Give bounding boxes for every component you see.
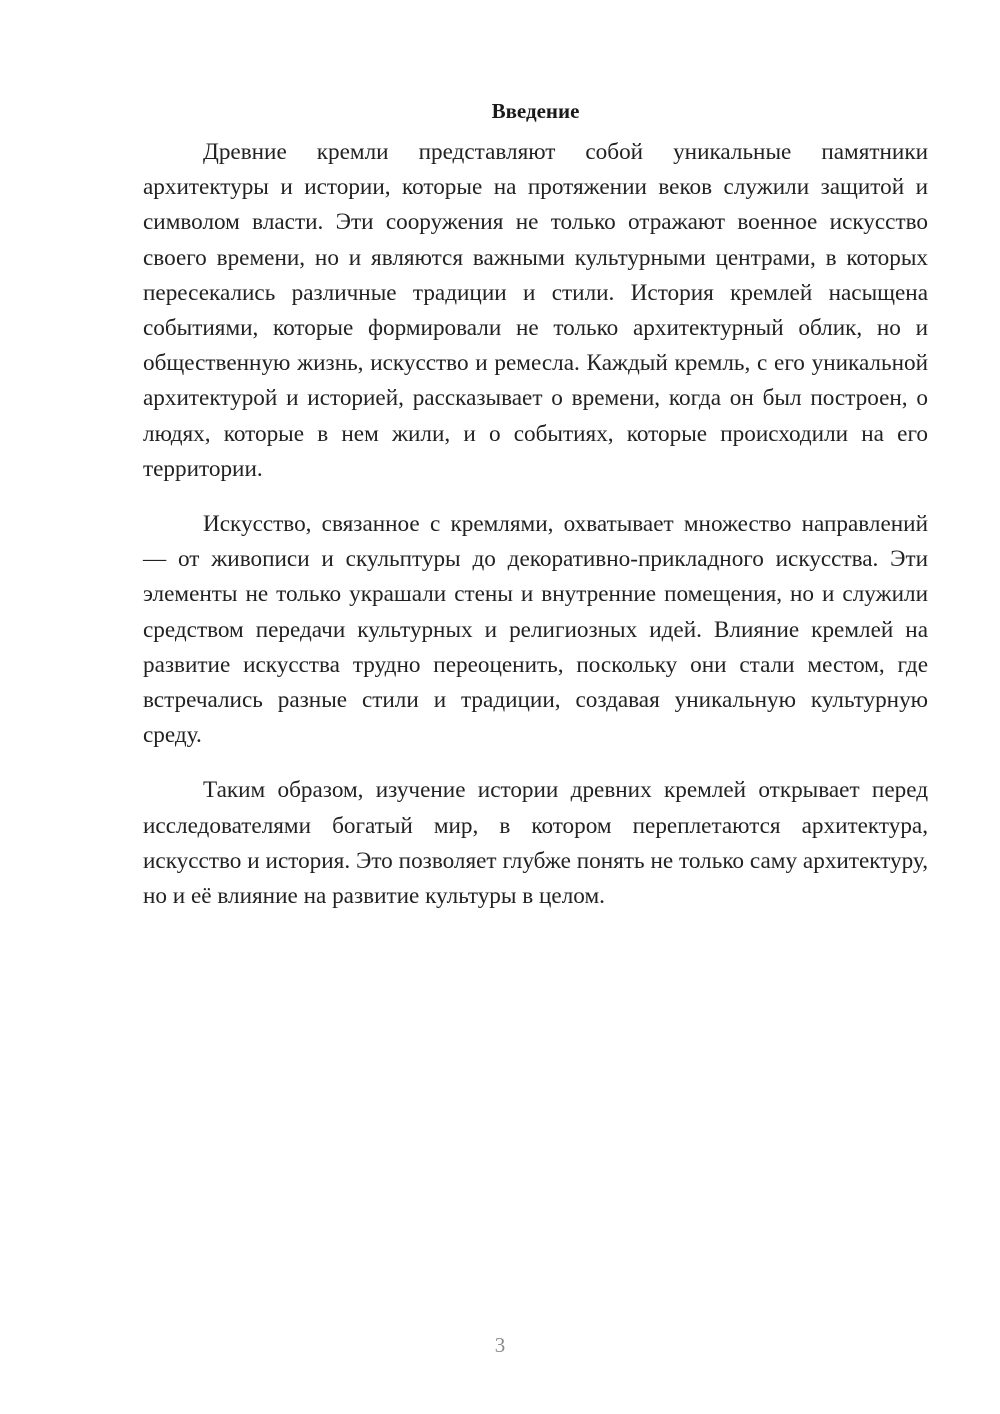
section-title: Введение xyxy=(491,99,580,123)
document-body xyxy=(143,97,928,934)
paragraph-1: Древние кремли представляют собой уникальные памятники архитектуры и истории, которые на протяжении веков служили защитой и символом власти. Эти сооружения не только отражают военное искусство своего времени, но и являются важными культурными центрами, в которых пересекались различные традиции и стили. История кремлей насыщена событиями, которые формировали не только архитектурный облик, но и общественную жизнь, искусство и ремесла. Каждый кремль, с его уникальной архитектурой и историей, рассказывает о времени, когда он был построен, о людях, которые в нем жили, и о событиях, которые происходили на его территории. xyxy=(143,139,928,482)
page-number: 3 xyxy=(494,1333,506,1357)
paragraph-2: Искусство, связанное с кремлями, охватывает множество направлений — от живописи и скульптуры до декоративно-прикладного искусства. Эти элементы не только украшали стены и внутренние помещения, но и служили средством передачи культурных и религиозных идей. Влияние кремлей на развитие искусства трудно переоценить, поскольку они стали местом, где встречались разные стили и традиции, создавая уникальную культурную среду. xyxy=(143,511,928,749)
paragraph-3: Таким образом, изучение истории древних кремлей открывает перед исследователями богатый мир, в котором переплетаются архитектура, искусство и история. Это позволяет глубже понять не только саму архитектуру, но и её влияние на развитие культуры в целом. xyxy=(143,777,928,910)
